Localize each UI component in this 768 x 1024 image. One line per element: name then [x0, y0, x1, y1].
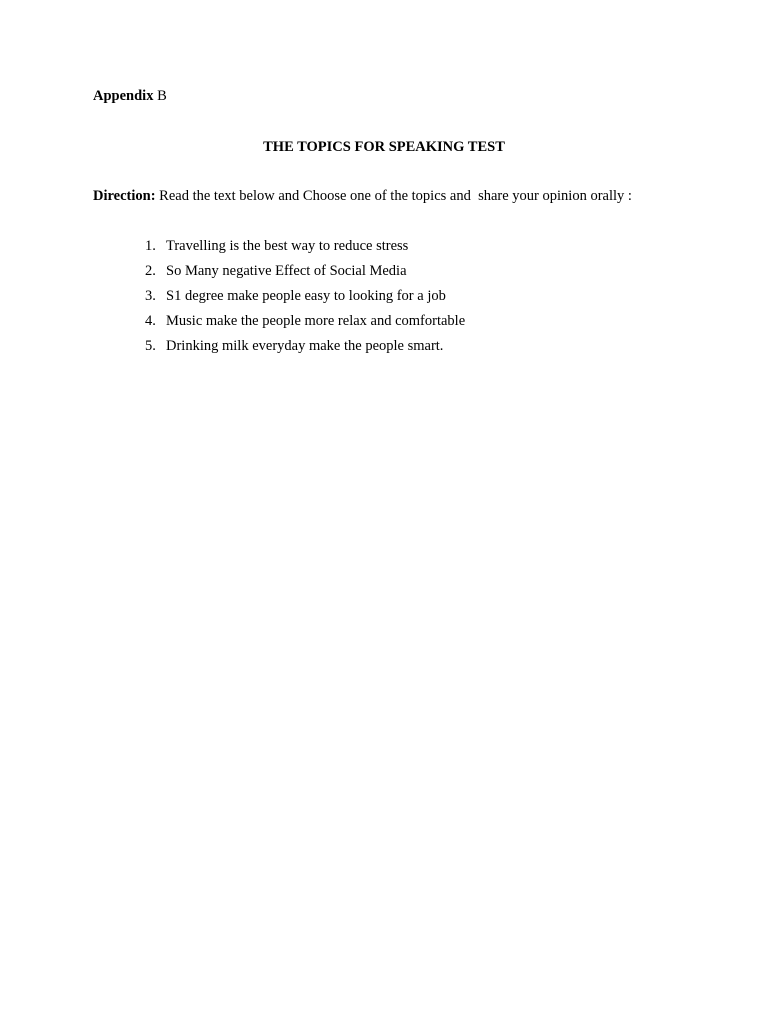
direction-text: Read the text below and Choose one of the topics and share your opinion orally :: [159, 188, 632, 204]
list-item-number: 4.: [145, 313, 156, 329]
direction-paragraph: [93, 187, 632, 205]
topics-list: [145, 237, 465, 362]
list-item-text: Music make the people more relax and comfortable: [166, 313, 466, 329]
list-item-number: 2.: [145, 263, 156, 279]
list-item: [145, 237, 465, 262]
appendix-label: Appendix: [93, 88, 154, 104]
list-item-text: Travelling is the best way to reduce stress: [166, 238, 409, 254]
list-item: [145, 312, 465, 337]
list-item: [145, 262, 465, 287]
list-item-text: So Many negative Effect of Social Media: [166, 263, 407, 279]
list-item-number: 5.: [145, 338, 156, 354]
list-item-text: Drinking milk everyday make the people smart.: [166, 338, 444, 354]
appendix-heading: [93, 87, 167, 105]
page-title: THE TOPICS FOR SPEAKING TEST: [263, 139, 505, 155]
list-item: [145, 287, 465, 312]
list-item-text: S1 degree make people easy to looking for a job: [166, 288, 446, 304]
list-item: [145, 337, 465, 362]
list-item-number: 1.: [145, 238, 156, 254]
appendix-letter: B: [157, 88, 167, 104]
direction-label: Direction:: [93, 188, 156, 204]
list-item-number: 3.: [145, 288, 156, 304]
